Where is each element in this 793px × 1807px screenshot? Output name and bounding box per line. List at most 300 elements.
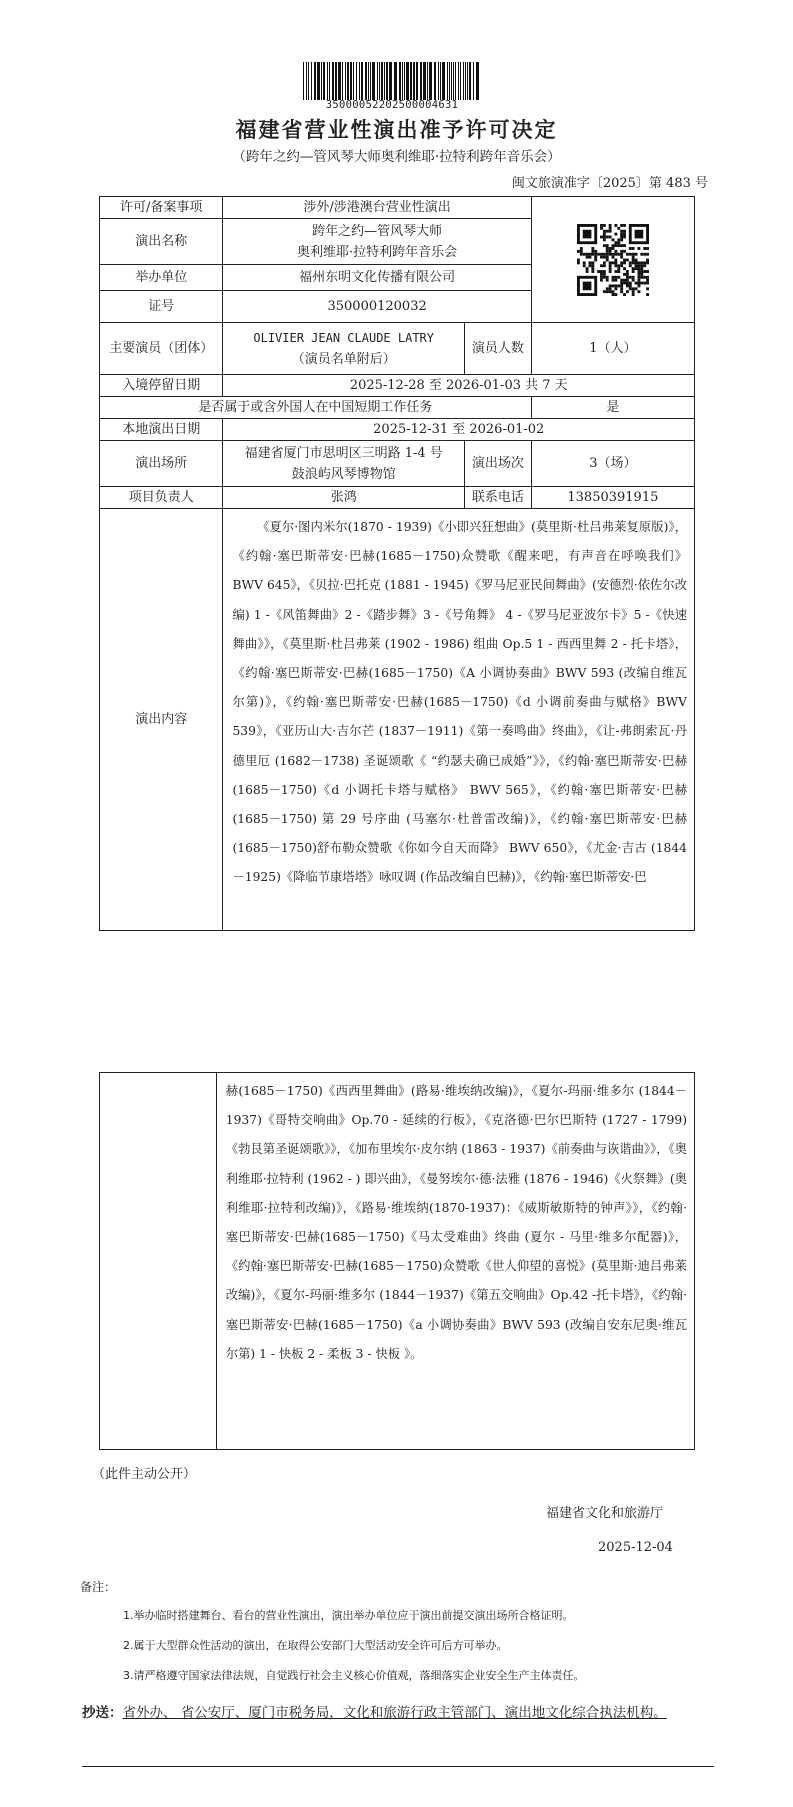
- show-name-line2: 奥利维耶·拉特利跨年音乐会: [297, 244, 458, 260]
- barcode-bar: [413, 62, 415, 100]
- qr-module: [586, 255, 589, 258]
- qr-module: [620, 278, 623, 281]
- label-venue: 演出场所: [100, 441, 223, 487]
- qr-module: [614, 244, 617, 247]
- qr-module: [600, 278, 603, 281]
- qr-module: [620, 232, 623, 235]
- qr-module: [583, 252, 586, 255]
- barcode-bar: [453, 62, 454, 100]
- qr-module: [637, 275, 640, 278]
- cc-label: 抄送：: [82, 1705, 123, 1721]
- qr-module: [629, 252, 632, 255]
- document-number: 闽文旅演准字〔2025〕第 483 号: [511, 176, 708, 191]
- barcode-bar: [467, 62, 468, 100]
- qr-module: [632, 258, 635, 261]
- barcode-bar: [451, 62, 452, 100]
- qr-module: [580, 252, 583, 255]
- qr-module: [580, 247, 583, 250]
- qr-module: [629, 275, 632, 278]
- qr-module: [634, 229, 643, 238]
- barcode-bar: [465, 62, 466, 100]
- label-local-dates: 本地演出日期: [100, 419, 223, 441]
- qr-module: [609, 284, 612, 287]
- qr-module: [646, 258, 649, 261]
- qr-module: [611, 290, 614, 293]
- qr-module: [603, 290, 606, 293]
- qr-module: [603, 224, 606, 227]
- qr-module: [626, 252, 629, 255]
- qr-module: [623, 293, 626, 296]
- qr-module: [597, 252, 600, 255]
- qr-module: [583, 229, 592, 238]
- barcode-bar: [342, 62, 343, 100]
- barcode-bar: [377, 62, 378, 100]
- barcode-graphic: [303, 62, 481, 100]
- qr-module: [603, 238, 606, 241]
- qr-module: [620, 261, 623, 264]
- qr-module: [591, 270, 594, 273]
- qr-module: [623, 229, 626, 232]
- value-content-part1: 《夏尔·图内米尔(1870 - 1939)《小即兴狂想曲》(莫里斯·杜吕弗莱复原版)》，《约翰·塞巴斯蒂安·巴赫(1685－1750)众赞歌《醒来吧，有声音在呼唤我们》BWV 645》，《贝拉·巴托克 (1881 - 1945)《罗马尼亚民间舞曲》(安德烈·依佐尔改编) 1 -《风笛舞曲》2 -《踏步舞》3 -《号角舞》 4 -《罗马尼亚波尔卡》5 -《快速舞曲》》，《莫里斯·杜吕弗莱 (1902 - 1986) 组曲 Op.5 1 - 西西里舞 2 - 托卡塔》，《约翰·塞巴斯蒂安·巴赫(1685－1750)《A 小调协奏曲》BWV 593 (改编自维瓦尔第)》，《约翰·塞巴斯蒂安·巴赫(1685－1750)《d 小调前奏曲与赋格》BWV 539》，《亚历山大·吉尔芒 (1837－1911)《第一奏鸣曲》终曲》，《让-弗朗索瓦·丹德里厄 (1682－1738) 圣诞颂歌《 “约瑟夫确已成婚”》》，《约翰·塞巴斯蒂安·巴赫(1685－1750)《d 小调托卡塔与赋格》 BWV 565》，《约翰·塞巴斯蒂安·巴赫(1685－1750) 第 29 号序曲 (马塞尔·杜普雷改编)》，《约翰·塞巴斯蒂安·巴赫(1685－1750)舒布勒众赞歌《你如今自天而降》 BWV 650》，《尤金·吉古 (1844－1925)《降临节康塔塔》咏叹调 (作品改编自巴赫)》，《约翰·塞巴斯蒂安·巴: [223, 509, 695, 931]
- barcode-bar: [356, 62, 357, 100]
- value-content-part2: 赫(1685－1750)《西西里舞曲》(路易·维埃纳改编)》，《夏尔-玛丽·维多尔 (1844－1937)《哥特交响曲》Op.70 - 延续的行板》，《克洛德·巴尔巴斯特 (1727 - 1799)《勃艮第圣诞颂歌》》，《加布里埃尔·皮尔纳 (1863 - 1937)《前奏曲与诙谐曲》》，《奥利维耶·拉特利 (1962 - ) 即兴曲》，《曼努埃尔·德·法雅 (1876 - 1946)《火祭舞》(奥利维耶·拉特利改编)》，《路易·维埃纳(1870-1937)：《威斯敏斯特的钟声》》，《约翰·塞巴斯蒂安·巴赫(1685－1750)《马太受难曲》终曲 (夏尔 - 马里·维多尔配器)》，《约翰·塞巴斯蒂安·巴赫(1685－1750)众赞歌《世人仰望的喜悦》(莫里斯·迪吕弗莱改编)》，《夏尔-玛丽·维多尔 (1844－1937)《第五交响曲》Op.42 -托卡塔》，《约翰·塞巴斯蒂安·巴赫(1685－1750)《a 小调协奏曲》BWV 593 (改编自安东尼奥·维瓦尔第) 1 - 快板 2 - 柔板 3 - 快板 》。: [216, 1073, 694, 1450]
- qr-module: [629, 247, 632, 250]
- qr-module: [600, 270, 603, 273]
- qr-module: [620, 249, 623, 252]
- qr-module: [629, 287, 632, 290]
- qr-code-cell: [531, 197, 694, 323]
- barcode-bar: [311, 62, 312, 100]
- performer-list-note: （演员名单附后）: [291, 351, 396, 367]
- qr-module: [620, 255, 623, 258]
- permit-table-continued: [99, 1072, 695, 1450]
- show-name-line1: 跨年之约—管风琴大师: [312, 223, 443, 239]
- qr-module: [620, 290, 623, 293]
- qr-module: [603, 235, 606, 238]
- qr-module: [637, 272, 640, 275]
- qr-module: [620, 281, 623, 284]
- qr-module: [646, 287, 649, 290]
- barcode-bar: [440, 62, 441, 100]
- qr-module: [632, 293, 635, 296]
- qr-module: [614, 241, 617, 244]
- qr-module: [632, 247, 635, 250]
- qr-module: [600, 272, 603, 275]
- barcode-bar: [379, 62, 380, 100]
- qr-module: [603, 244, 606, 247]
- row-responsible: [100, 487, 695, 509]
- barcode-bar: [317, 62, 320, 100]
- value-performer-count: 1（人）: [531, 323, 694, 375]
- qr-module: [620, 252, 623, 255]
- qr-module: [603, 255, 606, 258]
- qr-module: [643, 261, 646, 264]
- barcode-bar: [321, 62, 322, 100]
- qr-module: [577, 258, 580, 261]
- barcode-bar: [455, 62, 456, 100]
- qr-module: [637, 270, 640, 273]
- qr-module: [623, 267, 626, 270]
- qr-module: [609, 229, 612, 232]
- qr-module: [603, 272, 606, 275]
- qr-module: [577, 249, 580, 252]
- qr-module: [617, 238, 620, 241]
- qr-module: [637, 247, 640, 250]
- qr-module: [609, 226, 612, 229]
- qr-module: [606, 249, 609, 252]
- qr-module: [606, 229, 609, 232]
- qr-module: [637, 267, 640, 270]
- barcode-bar: [350, 62, 352, 100]
- qr-module: [583, 261, 586, 264]
- qr-module: [637, 284, 640, 287]
- qr-module: [637, 261, 640, 264]
- qr-module: [614, 284, 617, 287]
- qr-module: [603, 275, 606, 278]
- barcode-bar: [463, 62, 464, 100]
- qr-module: [640, 267, 643, 270]
- qr-module: [623, 278, 626, 281]
- qr-module: [632, 270, 635, 273]
- qr-module: [609, 235, 612, 238]
- barcode-bar: [314, 62, 316, 100]
- qr-module: [588, 252, 591, 255]
- qr-module: [603, 264, 606, 267]
- qr-module: [640, 264, 643, 267]
- qr-module: [600, 235, 603, 238]
- qr-module: [609, 270, 612, 273]
- barcode-bar: [406, 62, 409, 100]
- qr-module: [637, 278, 640, 281]
- value-phone: 13850391915: [531, 487, 694, 509]
- qr-module: [632, 267, 635, 270]
- row-entry-exit-dates: [100, 375, 695, 397]
- qr-module: [626, 284, 629, 287]
- qr-module: [620, 235, 623, 238]
- barcode-bar: [359, 62, 360, 100]
- qr-module: [646, 261, 649, 264]
- barcode-bar: [368, 62, 369, 100]
- row-permit-type: [100, 197, 695, 219]
- qr-module: [640, 270, 643, 273]
- barcode-bar: [434, 62, 436, 100]
- qr-module: [632, 252, 635, 255]
- qr-module: [609, 247, 612, 250]
- qr-module: [591, 247, 594, 250]
- qr-module: [580, 249, 583, 252]
- qr-module: [640, 281, 643, 284]
- qr-module: [606, 287, 609, 290]
- qr-module: [614, 232, 617, 235]
- qr-module: [606, 244, 609, 247]
- qr-module: [603, 229, 606, 232]
- qr-module: [597, 270, 600, 273]
- qr-module: [632, 287, 635, 290]
- qr-module: [617, 241, 620, 244]
- qr-module: [617, 264, 620, 267]
- barcode-bar: [347, 62, 349, 100]
- row-local-dates: [100, 419, 695, 441]
- qr-module: [620, 264, 623, 267]
- qr-module: [614, 252, 617, 255]
- qr-module: [640, 252, 643, 255]
- qr-module: [632, 275, 635, 278]
- qr-module: [646, 281, 649, 284]
- qr-module: [617, 275, 620, 278]
- qr-module: [609, 249, 612, 252]
- qr-module: [620, 244, 623, 247]
- qr-module: [611, 261, 614, 264]
- qr-module: [634, 261, 637, 264]
- qr-module: [609, 261, 612, 264]
- barcode-bar: [345, 62, 346, 100]
- qr-module: [646, 247, 649, 250]
- qr-module: [591, 252, 594, 255]
- qr-module: [620, 287, 623, 290]
- note-item-1: 1.举办临时搭建舞台、看台的营业性演出，演出举办单位应于演出前提交演出场所合格证明。: [123, 1609, 574, 1622]
- barcode-bar: [381, 62, 383, 100]
- row-content: [100, 509, 695, 931]
- qr-module: [609, 287, 612, 290]
- label-permit-type: 许可/备案事项: [100, 197, 223, 219]
- qr-module: [640, 261, 643, 264]
- barcode-bar: [438, 62, 439, 100]
- qr-module: [583, 264, 586, 267]
- row-content-continued: [100, 1073, 695, 1450]
- qr-module: [629, 261, 632, 264]
- qr-module: [611, 238, 614, 241]
- barcode-bar: [473, 62, 474, 100]
- qr-module: [620, 238, 623, 241]
- barcode-bar: [361, 62, 363, 100]
- value-main-performer: [223, 323, 464, 375]
- value-foreign-task: 是: [531, 397, 694, 419]
- qr-module: [609, 224, 612, 227]
- barcode-bar: [394, 62, 397, 100]
- barcode-bar: [384, 62, 385, 100]
- qr-module: [626, 272, 629, 275]
- qr-module: [637, 290, 640, 293]
- barcode-bar: [365, 62, 367, 100]
- qr-module: [586, 267, 589, 270]
- qr-module: [637, 264, 640, 267]
- barcode-bar: [404, 62, 405, 100]
- qr-module: [614, 261, 617, 264]
- qr-module: [634, 287, 637, 290]
- qr-module: [629, 284, 632, 287]
- qr-module: [637, 281, 640, 284]
- qr-module: [603, 261, 606, 264]
- qr-module: [594, 258, 597, 261]
- qr-module: [588, 255, 591, 258]
- barcode-bar: [372, 62, 375, 100]
- qr-module: [591, 264, 594, 267]
- barcode-bar: [420, 62, 422, 100]
- barcode-bar: [402, 62, 403, 100]
- cc-block: [82, 1700, 714, 1726]
- barcode-bar: [323, 62, 325, 100]
- qr-module: [606, 252, 609, 255]
- barcode-number: 35000052202500004631: [325, 99, 459, 111]
- qr-module: [611, 278, 614, 281]
- qr-module: [614, 287, 617, 290]
- label-license-no: 证号: [100, 291, 223, 323]
- label-phone: 联系电话: [464, 487, 531, 509]
- qr-module: [626, 275, 629, 278]
- barcode-bar: [416, 62, 418, 100]
- barcode-bar: [476, 62, 479, 100]
- qr-module: [640, 272, 643, 275]
- qr-module: [603, 270, 606, 273]
- qr-module: [643, 270, 646, 273]
- qr-module: [591, 261, 594, 264]
- qr-module: [609, 252, 612, 255]
- qr-module: [594, 255, 597, 258]
- barcode-bar: [327, 62, 328, 100]
- qr-module: [634, 264, 637, 267]
- value-venue: [223, 441, 464, 487]
- qr-module: [629, 281, 632, 284]
- barcode-bar: [332, 62, 334, 100]
- qr-module: [603, 232, 606, 235]
- cc-recipients: 省外办、 省公安厅、厦门市税务局，文化和旅游行政主管部门、演出地文化综合执法机构。: [122, 1705, 667, 1721]
- qr-module: [609, 290, 612, 293]
- qr-module: [634, 267, 637, 270]
- qr-module: [606, 278, 609, 281]
- qr-module: [614, 264, 617, 267]
- qr-module: [611, 275, 614, 278]
- qr-code: [577, 224, 649, 296]
- label-content-continued-empty: [100, 1073, 217, 1450]
- document-title: 福建省营业性演出准予许可决定: [235, 117, 558, 142]
- label-performer-count: 演员人数: [464, 323, 531, 375]
- qr-module: [626, 281, 629, 284]
- public-disclosure-note: （此件主动公开）: [92, 1467, 197, 1482]
- qr-module: [626, 290, 629, 293]
- qr-module: [643, 252, 646, 255]
- value-show-count: 3（场）: [531, 441, 694, 487]
- qr-module: [643, 264, 646, 267]
- qr-module: [632, 261, 635, 264]
- qr-module: [611, 255, 614, 258]
- barcode-bar: [449, 62, 450, 100]
- qr-module: [626, 278, 629, 281]
- qr-module: [611, 293, 614, 296]
- barcode-bar: [469, 62, 471, 100]
- barcode-bar: [353, 62, 354, 100]
- qr-module: [646, 278, 649, 281]
- qr-module: [646, 275, 649, 278]
- qr-module: [620, 229, 623, 232]
- qr-module: [646, 252, 649, 255]
- qr-module: [643, 275, 646, 278]
- value-local-dates: 2025-12-31 至 2026-01-02: [223, 419, 695, 441]
- qr-module: [629, 264, 632, 267]
- qr-module: [609, 264, 612, 267]
- row-venue: [100, 441, 695, 487]
- qr-module: [623, 272, 626, 275]
- note-item-3: 3.请严格遵守国家法律法规，自觉践行社会主义核心价值观，落细落实企业安全生产主体责任。: [123, 1669, 585, 1682]
- qr-module: [623, 232, 626, 235]
- barcode-bar: [447, 62, 448, 100]
- qr-module: [617, 226, 620, 229]
- qr-module: [620, 224, 623, 227]
- qr-module: [640, 275, 643, 278]
- label-show-name: 演出名称: [100, 219, 223, 265]
- value-entry-exit-dates: 2025-12-28 至 2026-01-03 共 7 天: [223, 375, 695, 397]
- qr-module: [594, 249, 597, 252]
- qr-module: [594, 252, 597, 255]
- qr-module: [606, 255, 609, 258]
- barcode-bar: [386, 62, 388, 100]
- qr-module: [611, 247, 614, 250]
- barcode-bar: [338, 62, 341, 100]
- label-show-count: 演出场次: [464, 441, 531, 487]
- qr-module: [634, 252, 637, 255]
- qr-module: [603, 252, 606, 255]
- qr-module: [577, 261, 580, 264]
- value-organizer: 福州东明文化传播有限公司: [223, 265, 531, 291]
- qr-module: [614, 293, 617, 296]
- qr-module: [611, 244, 614, 247]
- issue-date: 2025-12-04: [598, 1540, 673, 1555]
- value-permit-type: 涉外/涉港澳台营业性演出: [223, 197, 531, 219]
- qr-module: [617, 267, 620, 270]
- qr-module: [614, 249, 617, 252]
- qr-module: [606, 258, 609, 261]
- qr-module: [583, 281, 592, 290]
- qr-module: [614, 224, 617, 227]
- qr-module: [623, 258, 626, 261]
- barcode-bar: [308, 62, 309, 100]
- qr-module: [586, 270, 589, 273]
- value-show-name: [223, 219, 531, 265]
- qr-module: [600, 226, 603, 229]
- qr-module: [588, 261, 591, 264]
- qr-module: [617, 270, 620, 273]
- qr-module: [591, 267, 594, 270]
- qr-module: [614, 275, 617, 278]
- barcode-bar: [306, 62, 307, 100]
- qr-module: [632, 290, 635, 293]
- qr-module: [632, 278, 635, 281]
- barcode-bar: [329, 62, 330, 100]
- qr-module: [617, 284, 620, 287]
- barcode-bar: [442, 62, 445, 100]
- barcode-bar: [458, 62, 459, 100]
- qr-module: [623, 249, 626, 252]
- qr-module: [646, 270, 649, 273]
- qr-module: [614, 270, 617, 273]
- qr-module: [606, 247, 609, 250]
- venue-address: 福建省厦门市思明区三明路 1-4 号: [244, 445, 443, 461]
- label-organizer: 举办单位: [100, 265, 223, 291]
- qr-module: [611, 252, 614, 255]
- label-responsible: 项目负责人: [100, 487, 223, 509]
- qr-module: [606, 235, 609, 238]
- qr-module: [614, 278, 617, 281]
- qr-module: [600, 275, 603, 278]
- qr-module: [634, 258, 637, 261]
- venue-name: 鼓浪屿风琴博物馆: [291, 466, 396, 482]
- qr-module: [609, 267, 612, 270]
- qr-module: [606, 290, 609, 293]
- qr-module: [591, 249, 594, 252]
- barcode-bar: [410, 62, 412, 100]
- qr-module: [623, 235, 626, 238]
- qr-module: [611, 284, 614, 287]
- value-license-no: 350000120032: [223, 291, 531, 323]
